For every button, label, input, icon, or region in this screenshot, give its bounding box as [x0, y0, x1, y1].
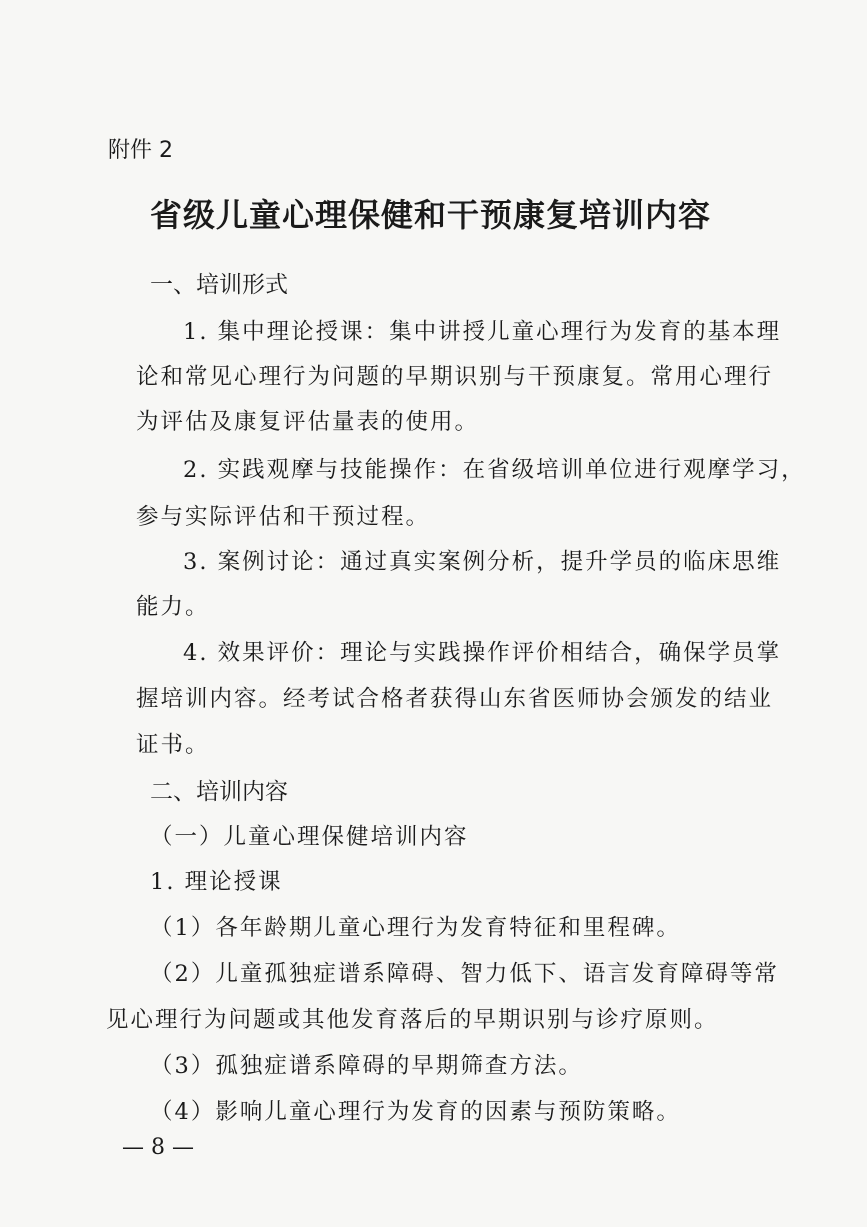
paragraph-line: 为评估及康复评估量表的使用。 — [136, 409, 480, 435]
paragraph-line: 论和常见心理行为问题的早期识别与干预康复。常用心理行 — [136, 364, 774, 390]
paragraph-line: 2. 实践观摩与技能操作：在省级培训单位进行观摩学习， — [183, 457, 806, 483]
paragraph-line: （2）儿童孤独症谱系障碍、智力低下、语言发育障碍等常 — [150, 961, 779, 987]
paragraph-line: 参与实际评估和干预过程。 — [136, 504, 431, 530]
section2-heading: 二、培训内容 — [150, 779, 288, 805]
paragraph-line: （3）孤独症谱系障碍的早期筛查方法。 — [150, 1053, 583, 1079]
attachment-label: 附件 2 — [108, 138, 173, 163]
paragraph-line: 见心理行为问题或其他发育落后的早期识别与诊疗原则。 — [106, 1007, 719, 1033]
paragraph-line: 握培训内容。经考试合格者获得山东省医师协会颁发的结业 — [136, 686, 774, 712]
paragraph-line: 证书。 — [136, 732, 210, 758]
paragraph-line: 4. 效果评价：理论与实践操作评价相结合，确保学员掌 — [183, 640, 782, 666]
document-title: 省级儿童心理保健和干预康复培训内容 — [150, 196, 712, 234]
paragraph-line: 3. 案例讨论：通过真实案例分析，提升学员的临床思维 — [183, 549, 782, 575]
subitem-heading: 1. 理论授课 — [150, 869, 283, 895]
section1-heading: 一、培训形式 — [150, 272, 288, 298]
subsection-heading: （一）儿童心理保健培训内容 — [150, 824, 469, 850]
paragraph-line: 能力。 — [136, 594, 210, 620]
paragraph-line: （1）各年龄期儿童心理行为发育特征和里程碑。 — [150, 915, 681, 941]
page-number: — 8 — — [122, 1135, 194, 1160]
paragraph-line: （4）影响儿童心理行为发育的因素与预防策略。 — [150, 1099, 681, 1125]
paragraph-line: 1. 集中理论授课：集中讲授儿童心理行为发育的基本理 — [183, 319, 782, 345]
